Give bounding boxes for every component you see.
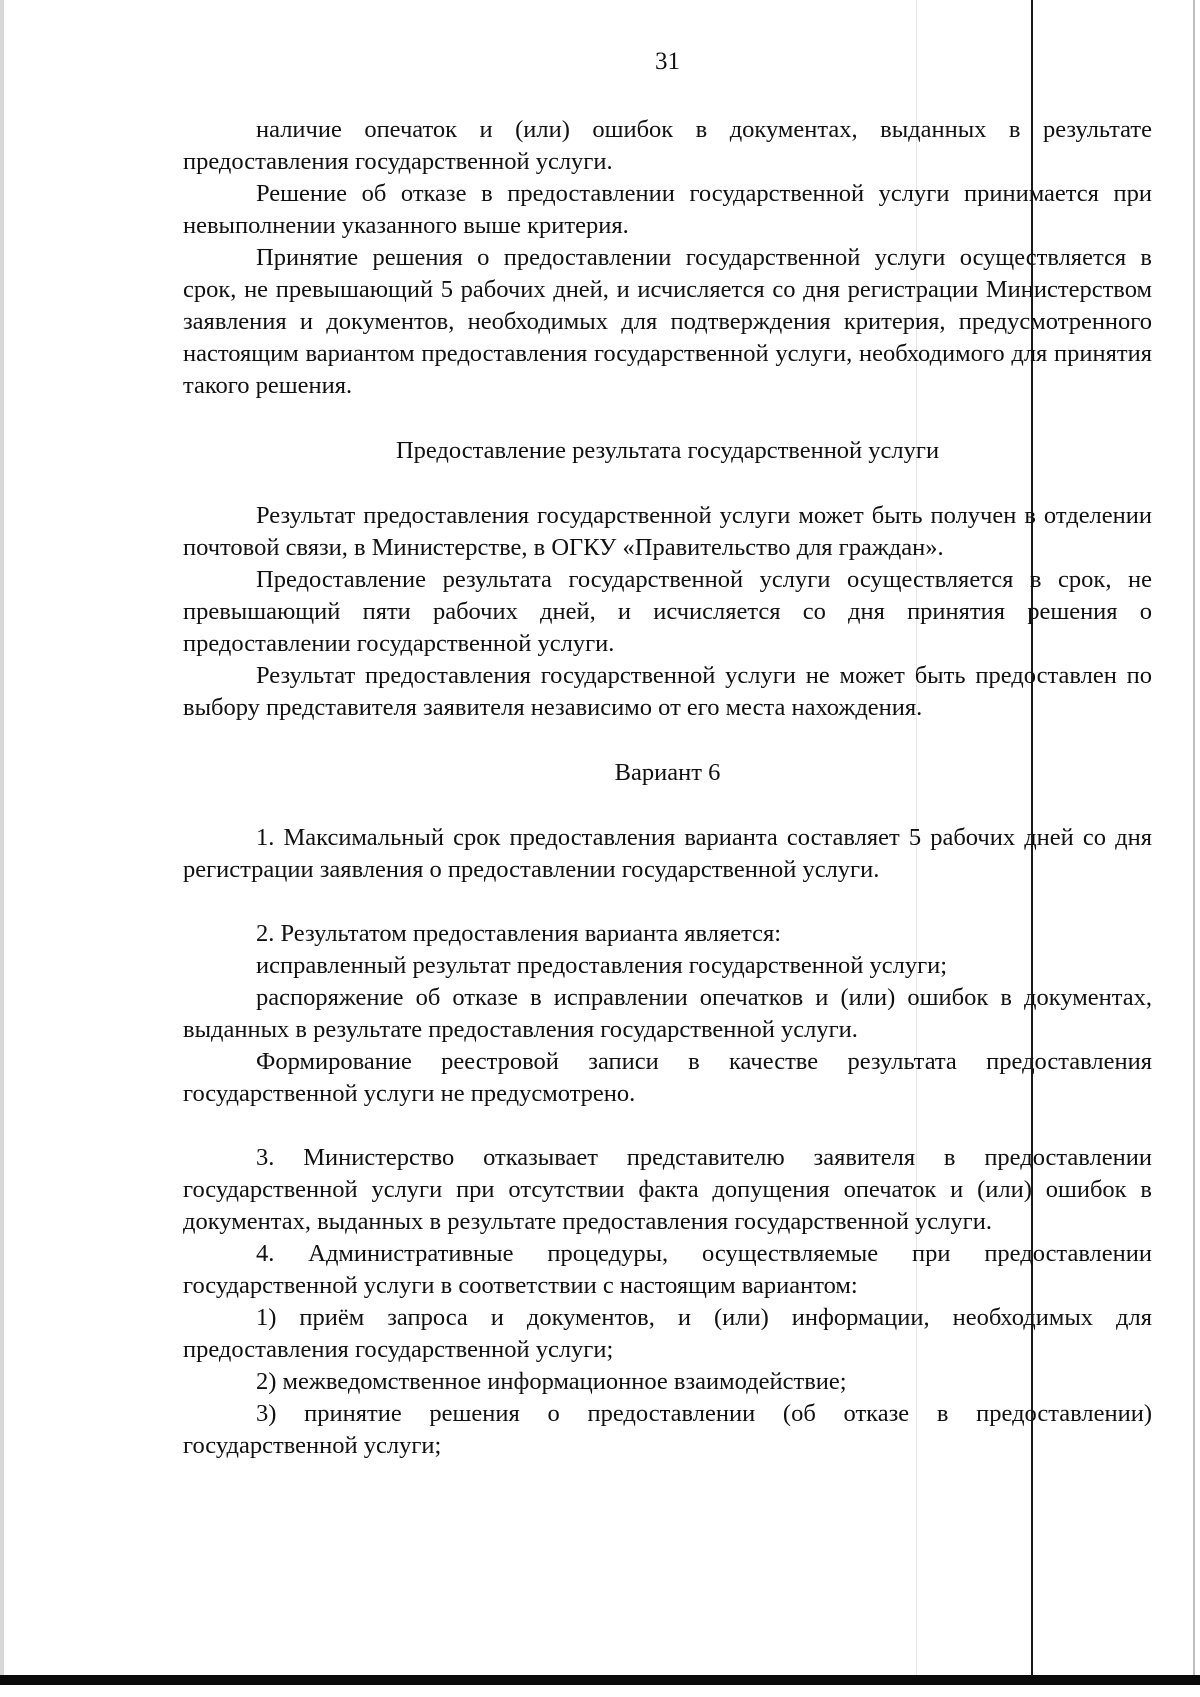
numbered-item: 3. Министерство отказывает представителю заявителя в предоставлении государственной услуги при отсутствии факта допущения опечаток и (или) ошибок в документах, выданных в результате предоставления государственной услуги. <box>183 1144 1152 1235</box>
scan-artifact-line-right <box>1193 0 1195 1675</box>
page-number: 31 <box>655 48 680 75</box>
numbered-item: 2. Результатом предоставления варианта является: <box>256 920 782 947</box>
paragraph: распоряжение об отказе в исправлении опечатков и (или) ошибок в документах, выданных в результате предоставления государственной услуги. <box>183 984 1152 1043</box>
section-heading: Вариант 6 <box>614 759 721 786</box>
numbered-item: 4. Административные процедуры, осуществляемые при предоставлении государственной услуги в соответствии с настоящим вариантом: <box>183 1240 1152 1299</box>
section-heading: Предоставление результата государственной услуги <box>395 437 940 464</box>
paragraph: Формирование реестровой записи в качестве результата предоставления государственной услуги не предусмотрено. <box>183 1048 1152 1107</box>
paragraph: Предоставление результата государственной услуги осуществляется в срок, не превышающий пяти рабочих дней, и исчисляется со дня принятия решения о предоставлении государственной услуги. <box>183 566 1152 657</box>
list-item: 2) межведомственное информационное взаимодействие; <box>256 1368 847 1395</box>
paragraph: наличие опечаток и (или) ошибок в документах, выданных в результате предоставления государственной услуги. <box>183 116 1152 175</box>
paragraph: Принятие решения о предоставлении государственной услуги осуществляется в срок, не превышающий 5 рабочих дней, и исчисляется со дня регистрации Министерством заявления и документов, необходимых для подтверждения критерия, предусмотренного настоящим вариантом предоставления государственной услуги, необходимого для принятия такого решения. <box>183 244 1152 399</box>
scan-edge-bottom <box>0 1675 1200 1685</box>
scan-edge-left <box>0 0 4 1685</box>
paragraph: исправленный результат предоставления государственной услуги; <box>256 952 948 979</box>
paragraph: Решение об отказе в предоставлении государственной услуги принимается при невыполнении указанного выше критерия. <box>183 180 1152 239</box>
document-body <box>183 114 1152 1462</box>
numbered-item: 1. Максимальный срок предоставления варианта составляет 5 рабочих дней со дня регистрации заявления о предоставлении государственной услуги. <box>183 824 1152 883</box>
paragraph: Результат предоставления государственной услуги может быть получен в отделении почтовой связи, в Министерстве, в ОГКУ «Правительство для граждан». <box>183 502 1152 561</box>
paragraph: Результат предоставления государственной услуги не может быть предоставлен по выбору представителя заявителя независимо от его места нахождения. <box>183 662 1152 721</box>
list-item: 1) приём запроса и документов, и (или) информации, необходимых для предоставления государственной услуги; <box>183 1304 1152 1363</box>
list-item: 3) принятие решения о предоставлении (об отказе в предоставлении) государственной услуги; <box>183 1400 1152 1459</box>
